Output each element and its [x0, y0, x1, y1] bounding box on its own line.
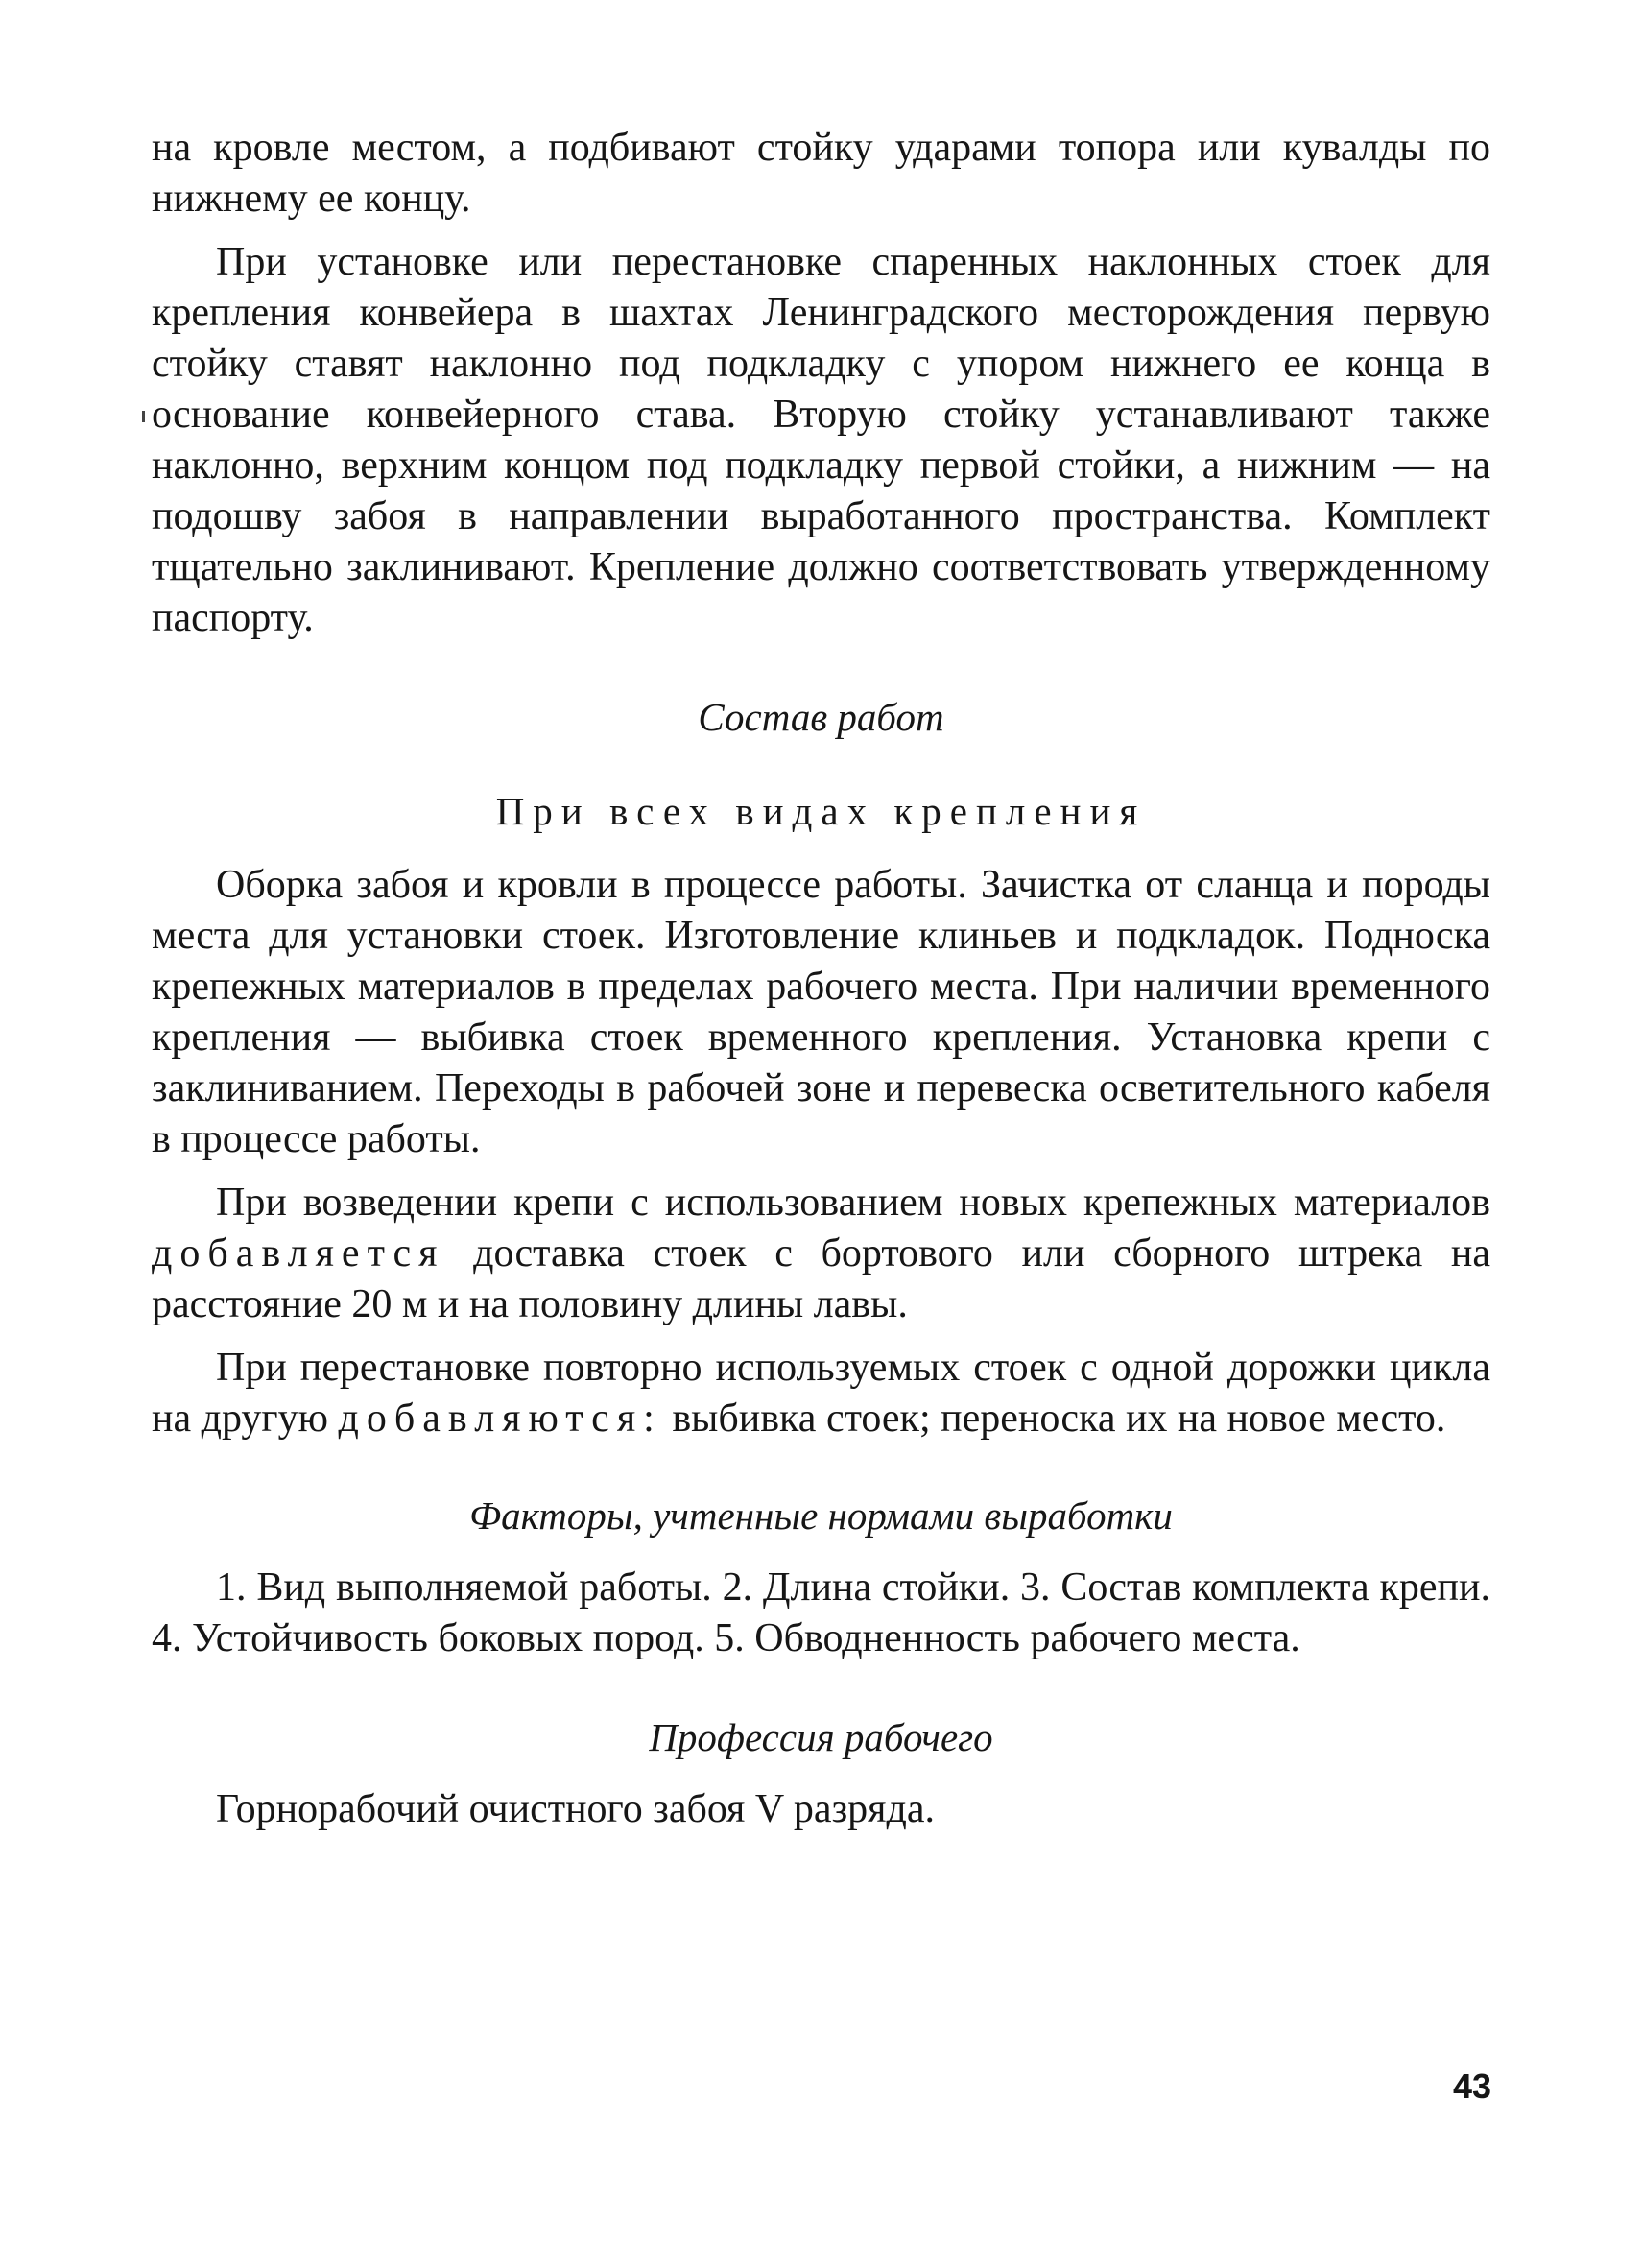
paragraph-new-materials-end: доставка стоек с бортового или сборного штрека на расстояние 20 м и на половину длины лавы. [152, 1231, 1490, 1326]
paragraph-factors-list: 1. Вид выполняемой работы. 2. Длина стойки. 3. Состав комплекта крепи. 4. Устойчивость боковых пород. 5. Обводненность рабочего места. [152, 1565, 1490, 1660]
paragraph-new-materials [152, 1178, 1490, 1330]
emphasis-added: добавляется [152, 1231, 445, 1276]
page-number: 43 [1452, 2066, 1491, 2106]
section-heading-factors: Факторы, учтенные нормами выработки [469, 1493, 1173, 1538]
emphasis-added-plural: добавляются: [338, 1397, 662, 1441]
section-heading-composition: Состав работ [698, 695, 944, 739]
page-body [152, 123, 1490, 1835]
paragraph-reused-props-start: При перестановке повторно используемых стоек с одной дорожки цикла на другую [152, 1346, 1490, 1441]
paragraph-reused-props-end: выбивка стоек; переноска их на новое место. [661, 1397, 1446, 1441]
paragraph-continuation: на кровле местом, а подбивают стойку ударами топора или кувалды по нижнему ее концу. [152, 126, 1490, 221]
paragraph-work-list: Оборка забоя и кровли в процессе работы. Зачистка от сланца и породы места для установки стоек. Изготовление клиньев и подкладок. Подноска крепежных материалов в пределах рабочего места. При наличии временного крепления — выбивка стоек временного крепления. Установка крепи с заклиниванием. Переходы в рабочей зоне и перевеска осветительного кабеля в процессе работы. [152, 863, 1490, 1161]
paragraph-profession: Горнорабочий очистного забоя V разряда. [216, 1787, 935, 1831]
scan-mark [142, 411, 145, 422]
paragraph-conveyor-support: При установке или перестановке спаренных наклонных стоек для крепления конвейера в шахтах Ленинградского месторождения первую стойку ставят наклонно под подкладку с упором нижнего ее конца в основание конвейерного става. Вторую стойку устанавливают также наклонно, верхним концом под подкладку первой стойки, а нижним — на подошву забоя в направлении выработанного пространства. Комплект тщательно заклинивают. Крепление должно соответствовать утвержденному паспорту. [152, 240, 1490, 640]
paragraph-reused-props [152, 1343, 1490, 1444]
paragraph-new-materials-start: При возведении крепи с использованием новых крепежных материалов [216, 1181, 1490, 1225]
subheading-all-types: При всех видах крепления [495, 789, 1147, 833]
section-heading-profession: Профессия рабочего [649, 1715, 993, 1759]
